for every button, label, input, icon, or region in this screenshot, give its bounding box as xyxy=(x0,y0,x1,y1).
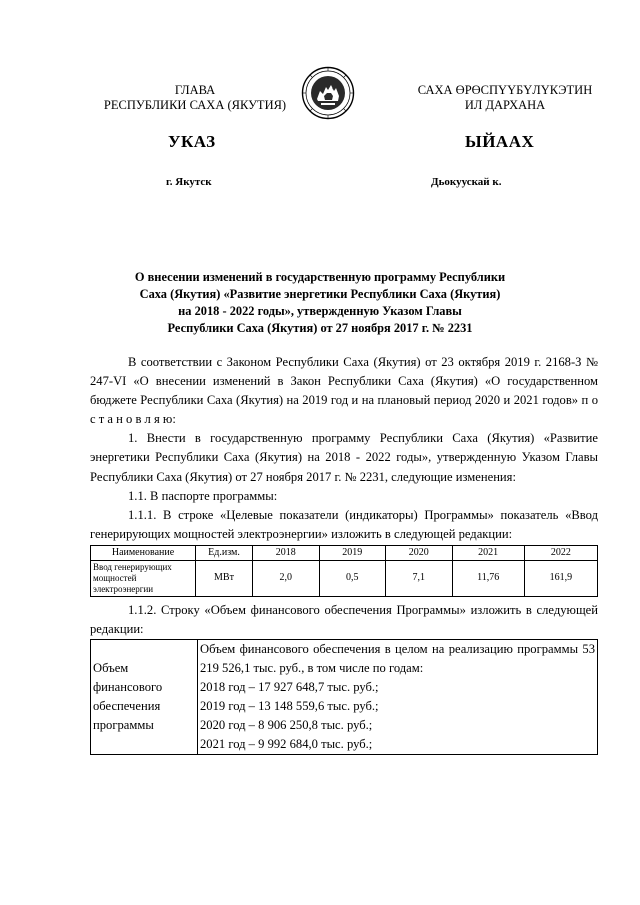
header-right-line1: САХА ӨРӨСПҮҮБҮЛҮКЭТИН xyxy=(417,83,593,97)
finance-line: 2021 год – 9 992 684,0 тыс. руб.; xyxy=(200,737,373,752)
table-cell: Ввод генерирующих мощностей электроэнергии xyxy=(91,560,196,596)
finance-values-cell xyxy=(198,640,598,755)
table-header-cell: 2018 xyxy=(253,545,320,560)
document-title xyxy=(100,269,540,337)
item-1-1-paragraph: 1.1. В паспорте программы: xyxy=(128,488,278,503)
title-line-3: на 2018 - 2022 годы», утвержденную Указом Главы xyxy=(178,304,462,318)
header-left-block xyxy=(80,83,310,113)
table-header-cell: 2020 xyxy=(386,545,453,560)
item-1-1-2-paragraph: 1.1.2. Строку «Объем финансового обеспечения Программы» изложить в следующей редакции: xyxy=(90,602,598,637)
header-right-line2: ИЛ ДАРХАНА xyxy=(464,98,546,112)
title-line-4: Республики Саха (Якутия) от 27 ноября 2017 г. № 2231 xyxy=(167,321,473,335)
city-ru: г. Якутск xyxy=(166,176,212,188)
preamble-paragraph: В соответствии с Законом Республики Саха (Якутия) от 23 октября 2019 г. 2168-З № 247-VI «О внесении изменений в Закон Республики Саха (Якутия) «О государственном бюджете Республики Саха (Якутия) на 2019 год и на плановый период 2020 и 2021 годов» п о с т а н о в л я ю: xyxy=(90,355,598,427)
header-left-line1: ГЛАВА xyxy=(174,83,216,97)
finance-line: 2019 год – 13 148 559,6 тыс. руб.; xyxy=(200,699,379,714)
table-cell: МВт xyxy=(196,560,253,596)
finance-label-cell: Объем финансового обеспечения программы xyxy=(91,640,198,755)
table-row xyxy=(91,560,598,596)
coat-of-arms-icon xyxy=(301,66,355,120)
title-line-1: О внесении изменений в государственную программу Республики xyxy=(134,270,506,284)
finance-line: 2020 год – 8 906 250,8 тыс. руб.; xyxy=(200,718,373,733)
table-header-cell: 2022 xyxy=(524,545,597,560)
city-sah: Дьокуускай к. xyxy=(431,176,502,188)
item-1-paragraph: 1. Внести в государственную программу Республики Саха (Якутия) «Развитие энергетики Республики Саха (Якутия) на 2018 - 2022 годы», утвержденную Указом Главы Республики Саха (Якутия) от 27 ноября 2017 г. № 2231, следующие изменения: xyxy=(90,431,598,484)
table-cell: 2,0 xyxy=(253,560,320,596)
indicator-table-header-row xyxy=(91,545,598,560)
table-header-cell: 2019 xyxy=(319,545,386,560)
document-body xyxy=(90,353,598,755)
table-cell: 161,9 xyxy=(524,560,597,596)
header-right-block xyxy=(390,83,620,113)
table-header-cell: 2021 xyxy=(452,545,524,560)
table-row xyxy=(91,640,598,755)
title-line-2: Саха (Якутия) «Развитие энергетики Республики Саха (Якутия) xyxy=(139,287,501,301)
header-left-line2: РЕСПУБЛИКИ САХА (ЯКУТИЯ) xyxy=(103,98,287,112)
table-cell: 11,76 xyxy=(452,560,524,596)
table-header-cell: Ед.изм. xyxy=(196,545,253,560)
table-cell: 7,1 xyxy=(386,560,453,596)
finance-line: 2018 год – 17 927 648,7 тыс. руб.; xyxy=(200,680,379,695)
doc-type-sah: ЫЙААХ xyxy=(465,132,535,151)
indicator-table xyxy=(90,545,598,597)
finance-table xyxy=(90,639,598,755)
doc-type-ru: УКАЗ xyxy=(168,132,216,151)
table-header-cell: Наименование xyxy=(91,545,196,560)
table-cell: 0,5 xyxy=(319,560,386,596)
item-1-1-1-paragraph: 1.1.1. В строке «Целевые показатели (индикаторы) Программы» показатель «Ввод генерирующих мощностей электроэнергии» изложить в следующей редакции: xyxy=(90,507,598,541)
finance-line: Объем финансового обеспечения в целом на реализацию программы 53 219 526,1 тыс. руб., в том числе по годам: xyxy=(200,642,595,676)
